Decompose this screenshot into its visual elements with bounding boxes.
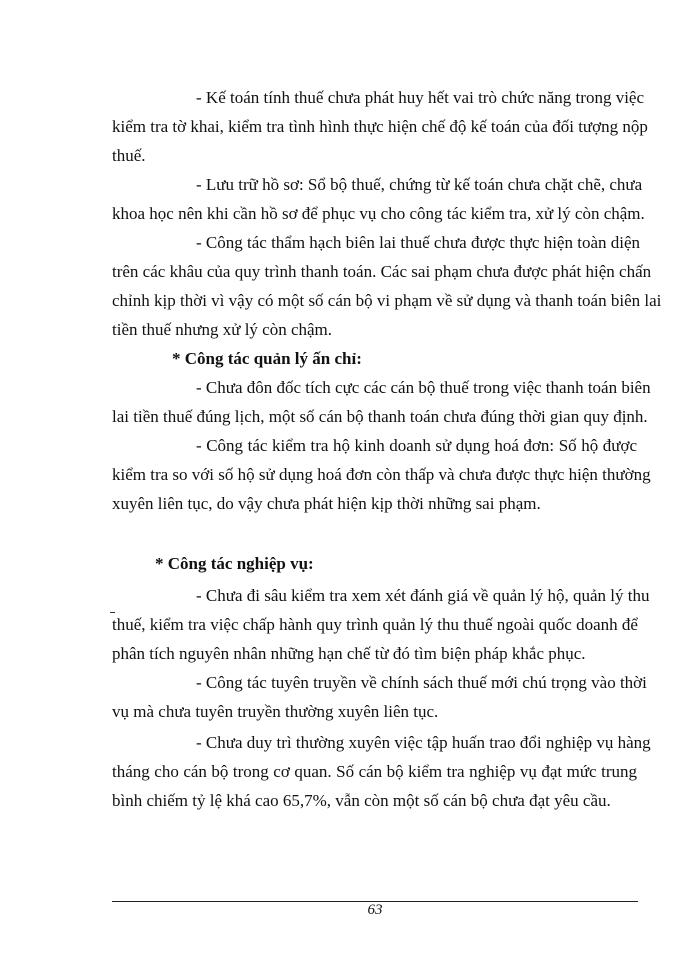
text-line: tiền thuế nhưng xử lý còn chậm. [112,320,333,339]
text-line: - Chưa duy trì thường xuyên việc tập huấn trao đổi nghiệp vụ hàng [196,733,651,752]
text-line: - Chưa đôn đốc tích cực các cán bộ thuế trong việc thanh toán biên [196,378,651,397]
section-heading-voucher-management: * Công tác quản lý ấn chỉ: [172,349,362,368]
text-line: - Chưa đi sâu kiểm tra xem xét đánh giá về quản lý hộ, quản lý thu [196,586,650,605]
page-number: 63 [367,902,383,918]
text-line: - Lưu trữ hồ sơ: Sổ bộ thuế, chứng từ kế toán chưa chặt chẽ, chưa [196,175,643,194]
text-line: trên các khâu của quy trình thanh toán. Các sai phạm chưa được phát hiện chấn [112,262,652,281]
text-line: - Công tác tuyên truyền về chính sách thuế mới chú trọng vào thời [196,673,647,692]
text-line: kiểm tra so với số hộ sử dụng hoá đơn còn thấp và chưa được thực hiện thường [112,465,651,484]
text-line: lai tiền thuế đúng lịch, một số cán bộ thanh toán chưa đúng thời gian quy định. [112,407,648,426]
section-heading-operations: * Công tác nghiệp vụ: [155,554,314,573]
text-line: - Kế toán tính thuế chưa phát huy hết vai trò chức năng trong việc [196,88,645,107]
text-line: - Công tác kiểm tra hộ kinh doanh sử dụng hoá đơn: Số hộ được [196,436,637,455]
text-line: bình chiếm tỷ lệ khá cao 65,7%, vẫn còn một số cán bộ chưa đạt yêu cầu. [112,791,611,810]
text-line: xuyên liên tục, do vậy chưa phát hiện kịp thời những sai phạm. [112,494,541,513]
text-line: thuế. [112,146,146,165]
text-line: kiểm tra tờ khai, kiểm tra tình hình thực hiện chế độ kế toán của đối tượng nộp [112,117,648,136]
text-line: phân tích nguyên nhân những hạn chế từ đó tìm biện pháp khắc phục. [112,644,586,663]
text-line: tháng cho cán bộ trong cơ quan. Số cán bộ kiểm tra nghiệp vụ đạt mức trung [112,762,637,781]
text-line: - Công tác thẩm hạch biên lai thuế chưa được thực hiện toàn diện [196,233,641,252]
text-line: thuế, kiểm tra việc chấp hành quy trình quản lý thu thuế ngoài quốc doanh để [112,615,638,634]
text-line: vụ mà chưa tuyên truyền thường xuyên liên tục. [112,702,439,721]
margin-mark [110,612,115,613]
text-line: khoa học nên khi cần hồ sơ để phục vụ cho công tác kiểm tra, xử lý còn chậm. [112,204,645,223]
text-line: chỉnh kịp thời vì vậy có một số cán bộ vi phạm về sử dụng và thanh toán biên lai [112,291,662,310]
